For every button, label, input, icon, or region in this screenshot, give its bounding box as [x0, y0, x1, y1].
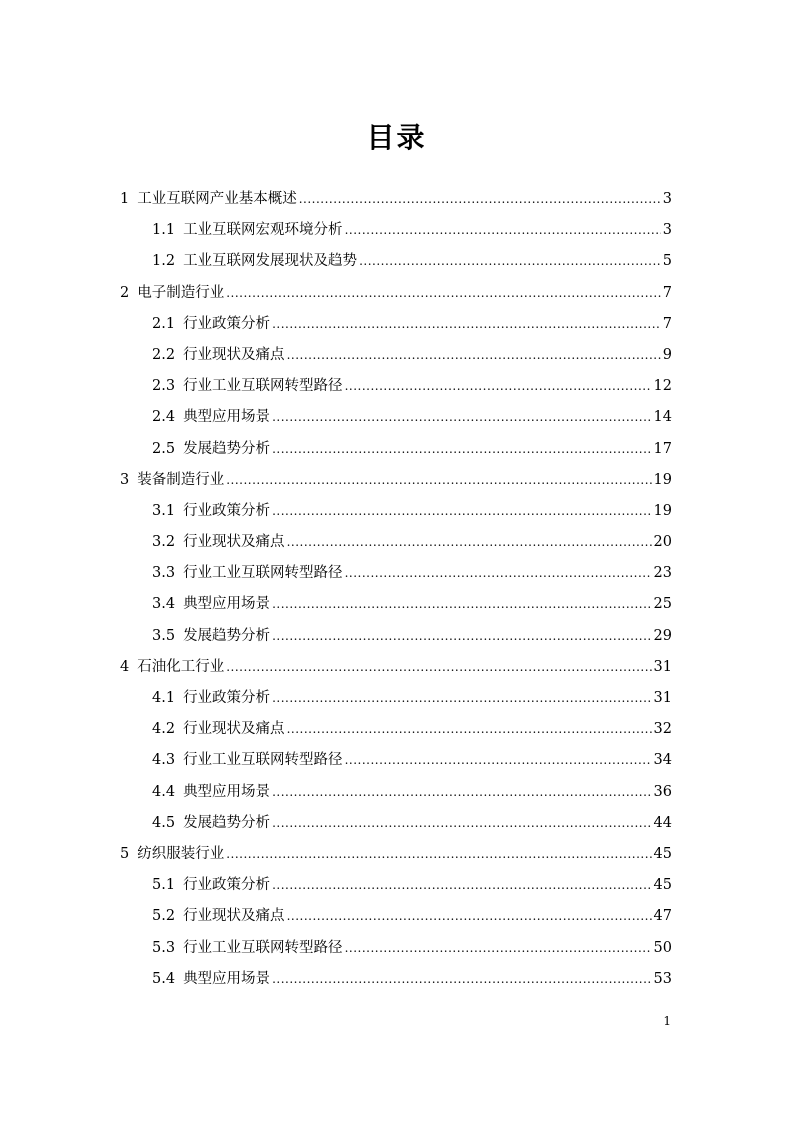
toc-entry[interactable] [0, 901, 793, 932]
toc-entry-label: 石油化工行业 [137, 658, 225, 675]
toc-entry-number: 3 [120, 471, 130, 488]
toc-dot-leader [272, 808, 651, 839]
toc-entry-label: 行业政策分析 [183, 877, 271, 894]
toc-entry-number: 2.2 [152, 346, 176, 363]
toc-entry[interactable] [0, 621, 793, 652]
toc-entry[interactable] [0, 434, 793, 465]
toc-entry-number: 5.2 [152, 908, 176, 925]
toc-entry-number: 4.5 [152, 814, 176, 831]
toc-entry-number: 4.2 [152, 721, 176, 738]
toc-entry-number: 2.1 [152, 315, 176, 332]
toc-dot-leader [272, 496, 651, 527]
toc-entry[interactable] [0, 215, 793, 246]
toc-dot-leader [287, 340, 661, 371]
toc-entry-page: 31 [653, 690, 672, 706]
toc-entry[interactable] [0, 340, 793, 371]
toc-entry-label: 行业工业互联网转型路径 [183, 565, 343, 582]
toc-entry-page: 5 [662, 253, 672, 270]
toc-dot-leader [272, 434, 651, 465]
toc-dot-leader [226, 465, 651, 496]
toc-entry-label: 发展趋势分析 [183, 627, 271, 644]
toc-entry[interactable] [0, 808, 793, 839]
toc-entry-label: 行业政策分析 [183, 690, 271, 706]
toc-entry-page: 14 [653, 409, 672, 426]
toc-entry-number: 3.3 [152, 565, 176, 582]
toc-entry-page: 23 [653, 565, 672, 582]
toc-dot-leader [272, 964, 651, 995]
toc-entry-label: 工业互联网发展现状及趋势 [183, 253, 358, 270]
toc-entry-page: 25 [653, 596, 672, 613]
toc-entry-label: 行业现状及痛点 [183, 721, 285, 738]
toc-entry-label: 行业政策分析 [183, 502, 271, 519]
toc-dot-leader [345, 933, 652, 964]
toc-dot-leader [359, 246, 661, 277]
table-of-contents [0, 184, 793, 995]
toc-entry-number: 2.3 [152, 378, 176, 395]
toc-dot-leader [345, 215, 661, 246]
toc-entry-label: 发展趋势分析 [183, 440, 271, 457]
toc-entry[interactable] [0, 246, 793, 277]
toc-entry-number: 2 [120, 284, 130, 301]
toc-entry-label: 发展趋势分析 [183, 814, 271, 831]
toc-entry[interactable] [0, 870, 793, 901]
toc-entry-page: 31 [653, 658, 672, 675]
toc-dot-leader [272, 621, 651, 652]
toc-entry[interactable] [0, 402, 793, 433]
toc-entry[interactable] [0, 309, 793, 340]
toc-dot-leader [272, 777, 651, 808]
toc-entry-page: 3 [662, 191, 672, 207]
toc-entry[interactable] [0, 777, 793, 808]
toc-entry-number: 1 [120, 191, 130, 207]
toc-dot-leader [345, 745, 652, 776]
toc-dot-leader [272, 683, 651, 714]
toc-entry-page: 7 [662, 315, 672, 332]
toc-dot-leader [345, 558, 652, 589]
toc-entry-label: 工业互联网产业基本概述 [137, 191, 297, 207]
toc-entry[interactable] [0, 964, 793, 995]
toc-dot-leader [272, 309, 661, 340]
toc-entry-label: 行业现状及痛点 [183, 908, 285, 925]
toc-entry[interactable] [0, 527, 793, 558]
toc-entry-number: 2.4 [152, 409, 176, 426]
toc-dot-leader [272, 402, 651, 433]
toc-dot-leader [226, 839, 651, 870]
toc-dot-leader [287, 714, 652, 745]
toc-dot-leader [226, 652, 651, 683]
toc-entry[interactable] [0, 496, 793, 527]
toc-entry-page: 53 [653, 970, 672, 987]
toc-entry[interactable] [0, 465, 793, 496]
toc-entry[interactable] [0, 933, 793, 964]
toc-entry-label: 电子制造行业 [137, 284, 225, 301]
toc-dot-leader [272, 870, 651, 901]
toc-entry-number: 4 [120, 658, 130, 675]
toc-dot-leader [287, 527, 652, 558]
toc-entry-page: 19 [653, 502, 672, 519]
toc-entry-label: 行业工业互联网转型路径 [183, 939, 343, 956]
toc-entry-page: 32 [653, 721, 672, 738]
toc-entry[interactable] [0, 371, 793, 402]
toc-entry-label: 行业工业互联网转型路径 [183, 752, 343, 769]
toc-entry[interactable] [0, 745, 793, 776]
page-number: 1 [663, 1014, 671, 1028]
toc-entry-page: 36 [653, 783, 672, 800]
toc-entry[interactable] [0, 278, 793, 309]
toc-entry[interactable] [0, 839, 793, 870]
toc-entry-page: 9 [662, 346, 672, 363]
toc-entry-page: 45 [653, 845, 672, 862]
toc-entry-page: 47 [653, 908, 672, 925]
toc-entry-label: 行业政策分析 [183, 315, 271, 332]
toc-entry-label: 典型应用场景 [183, 409, 271, 426]
toc-entry-number: 5 [120, 845, 130, 862]
toc-entry-number: 1.1 [152, 222, 176, 239]
toc-entry-number: 5.3 [152, 939, 176, 956]
toc-entry-number: 4.1 [152, 690, 176, 706]
toc-entry-number: 4.4 [152, 783, 176, 800]
toc-entry[interactable] [0, 683, 793, 714]
toc-dot-leader [272, 589, 651, 620]
toc-entry-number: 3.5 [152, 627, 176, 644]
toc-entry-number: 1.2 [152, 253, 176, 270]
toc-entry[interactable] [0, 652, 793, 683]
toc-entry-page: 50 [653, 939, 672, 956]
toc-entry[interactable] [0, 184, 793, 215]
toc-entry-label: 行业现状及痛点 [183, 346, 285, 363]
toc-entry-page: 7 [662, 284, 672, 301]
toc-entry-number: 3.1 [152, 502, 176, 519]
toc-entry-page: 19 [653, 471, 672, 488]
toc-entry-page: 17 [653, 440, 672, 457]
page-title: 目录 [366, 121, 427, 154]
toc-dot-leader [226, 278, 661, 309]
toc-entry-number: 4.3 [152, 752, 176, 769]
toc-entry[interactable] [0, 589, 793, 620]
toc-entry-label: 典型应用场景 [183, 783, 271, 800]
toc-dot-leader [287, 901, 652, 932]
toc-dot-leader [345, 371, 652, 402]
toc-entry-number: 2.5 [152, 440, 176, 457]
toc-entry-page: 12 [653, 378, 672, 395]
toc-entry-number: 3.2 [152, 534, 176, 551]
toc-entry-page: 3 [662, 222, 672, 239]
toc-entry[interactable] [0, 558, 793, 589]
toc-dot-leader [299, 184, 661, 215]
toc-entry-page: 34 [653, 752, 672, 769]
toc-entry-page: 20 [653, 534, 672, 551]
toc-entry-label: 装备制造行业 [137, 471, 225, 488]
toc-entry-page: 44 [653, 814, 672, 831]
toc-entry-label: 纺织服装行业 [137, 845, 225, 862]
toc-entry-number: 5.1 [152, 877, 176, 894]
toc-entry-label: 工业互联网宏观环境分析 [183, 222, 343, 239]
toc-entry[interactable] [0, 714, 793, 745]
toc-entry-label: 行业现状及痛点 [183, 534, 285, 551]
toc-entry-label: 典型应用场景 [183, 970, 271, 987]
toc-entry-page: 29 [653, 627, 672, 644]
toc-entry-number: 3.4 [152, 596, 176, 613]
toc-entry-label: 行业工业互联网转型路径 [183, 378, 343, 395]
toc-entry-page: 45 [653, 877, 672, 894]
toc-entry-number: 5.4 [152, 970, 176, 987]
toc-entry-label: 典型应用场景 [183, 596, 271, 613]
